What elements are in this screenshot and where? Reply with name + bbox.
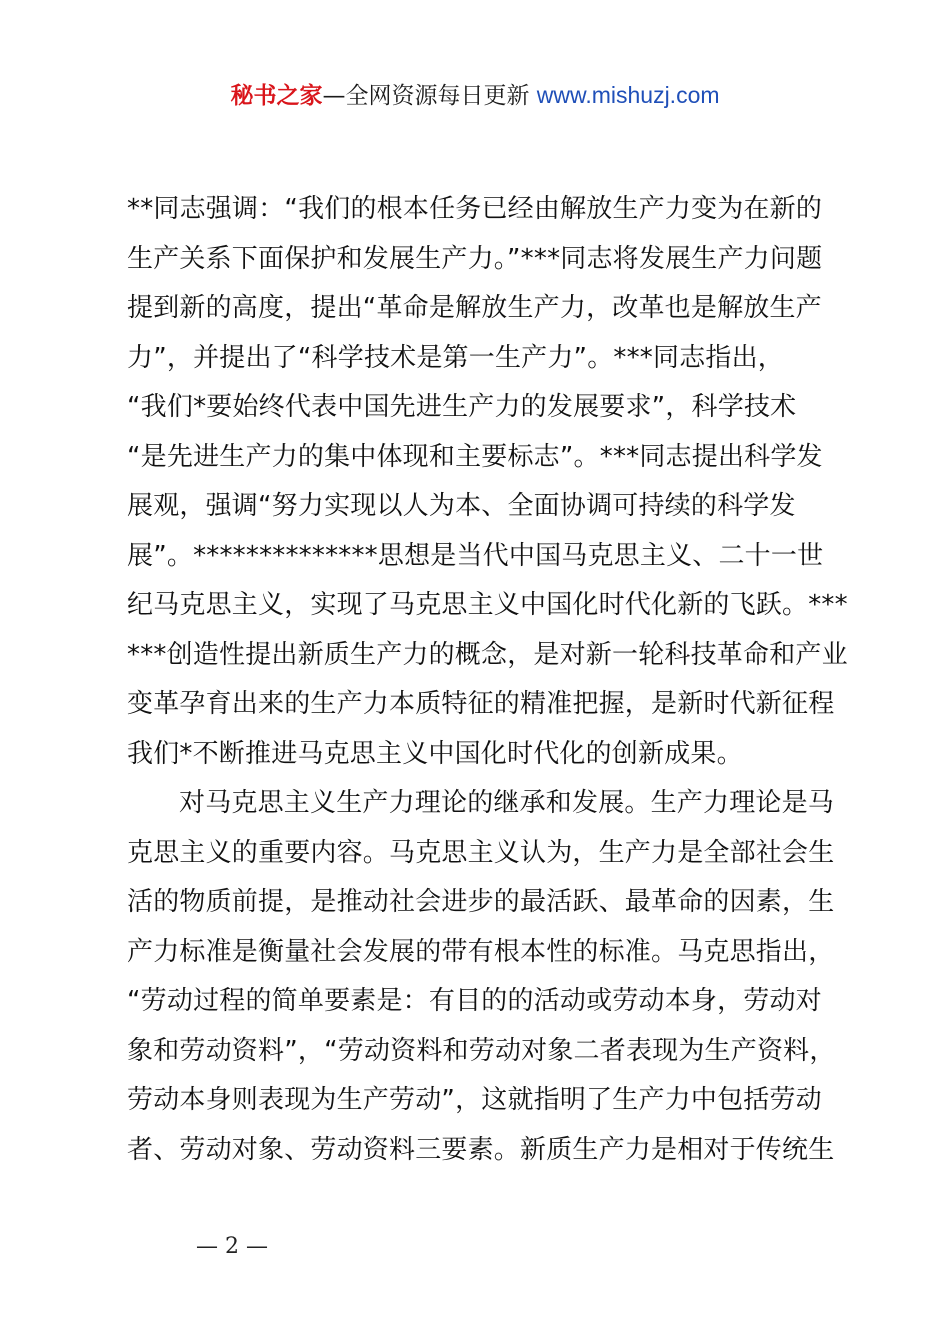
page-number: — 2 —: [196, 1234, 268, 1259]
text-line: 变革孕育出来的生产力本质特征的精准把握，是新时代新征程: [127, 689, 835, 719]
paragraph-start-line: 对马克思主义生产力理论的继承和发展。生产力理论是马: [179, 788, 835, 818]
text-line: 生产关系下面保护和发展生产力。”***同志将发展生产力问题: [127, 243, 823, 274]
text-line: 者、劳动对象、劳动资料三要素。新质生产力是相对于传统生: [127, 1134, 835, 1165]
text-line: 提到新的高度，提出“革命是解放生产力，改革也是解放生产: [127, 293, 822, 323]
text-line: “劳动过程的简单要素是：有目的的活动或劳动本身，劳动对: [127, 986, 822, 1016]
text-line: 纪马克思主义，实现了马克思主义中国化时代化新的飞跃。***: [127, 590, 848, 620]
site-url-link[interactable]: www.mishuzj.com: [536, 82, 720, 108]
text-line: 劳动本身则表现为生产劳动”，这就指明了生产力中包括劳动: [127, 1085, 822, 1115]
text-line: “我们*要始终代表中国先进生产力的发展要求”，科学技术: [127, 392, 797, 422]
document-body: [127, 185, 848, 1175]
text-line: 克思主义的重要内容。马克思主义认为，生产力是全部社会生: [127, 837, 835, 868]
header-tagline: —全网资源每日更新: [322, 83, 537, 109]
site-header-banner: [0, 78, 950, 113]
text-line: ***创造性提出新质生产力的概念，是对新一轮科技革命和产业: [127, 639, 848, 670]
text-line: 我们*不断推进马克思主义中国化时代化的创新成果。: [127, 738, 743, 769]
text-line: 象和劳动资料”，“劳动资料和劳动对象二者表现为生产资料，: [127, 1035, 836, 1066]
text-line: **同志强调：“我们的根本任务已经由解放生产力变为在新的: [127, 194, 823, 224]
text-line: 展”。**************思想是当代中国马克思主义、二十一世: [127, 540, 824, 571]
text-line: 展观，强调“努力实现以人为本、全面协调可持续的科学发: [127, 491, 796, 521]
text-line: 力”，并提出了“科学技术是第一生产力”。***同志指出，: [127, 342, 785, 373]
text-line: 活的物质前提，是推动社会进步的最活跃、最革命的因素，生: [127, 887, 835, 917]
brand-name: 秘书之家: [230, 83, 323, 109]
text-line: 产力标准是衡量社会发展的带有根本性的标准。马克思指出，: [127, 936, 835, 967]
text-line: “是先进生产力的集中体现和主要标志”。***同志提出科学发: [127, 441, 823, 472]
